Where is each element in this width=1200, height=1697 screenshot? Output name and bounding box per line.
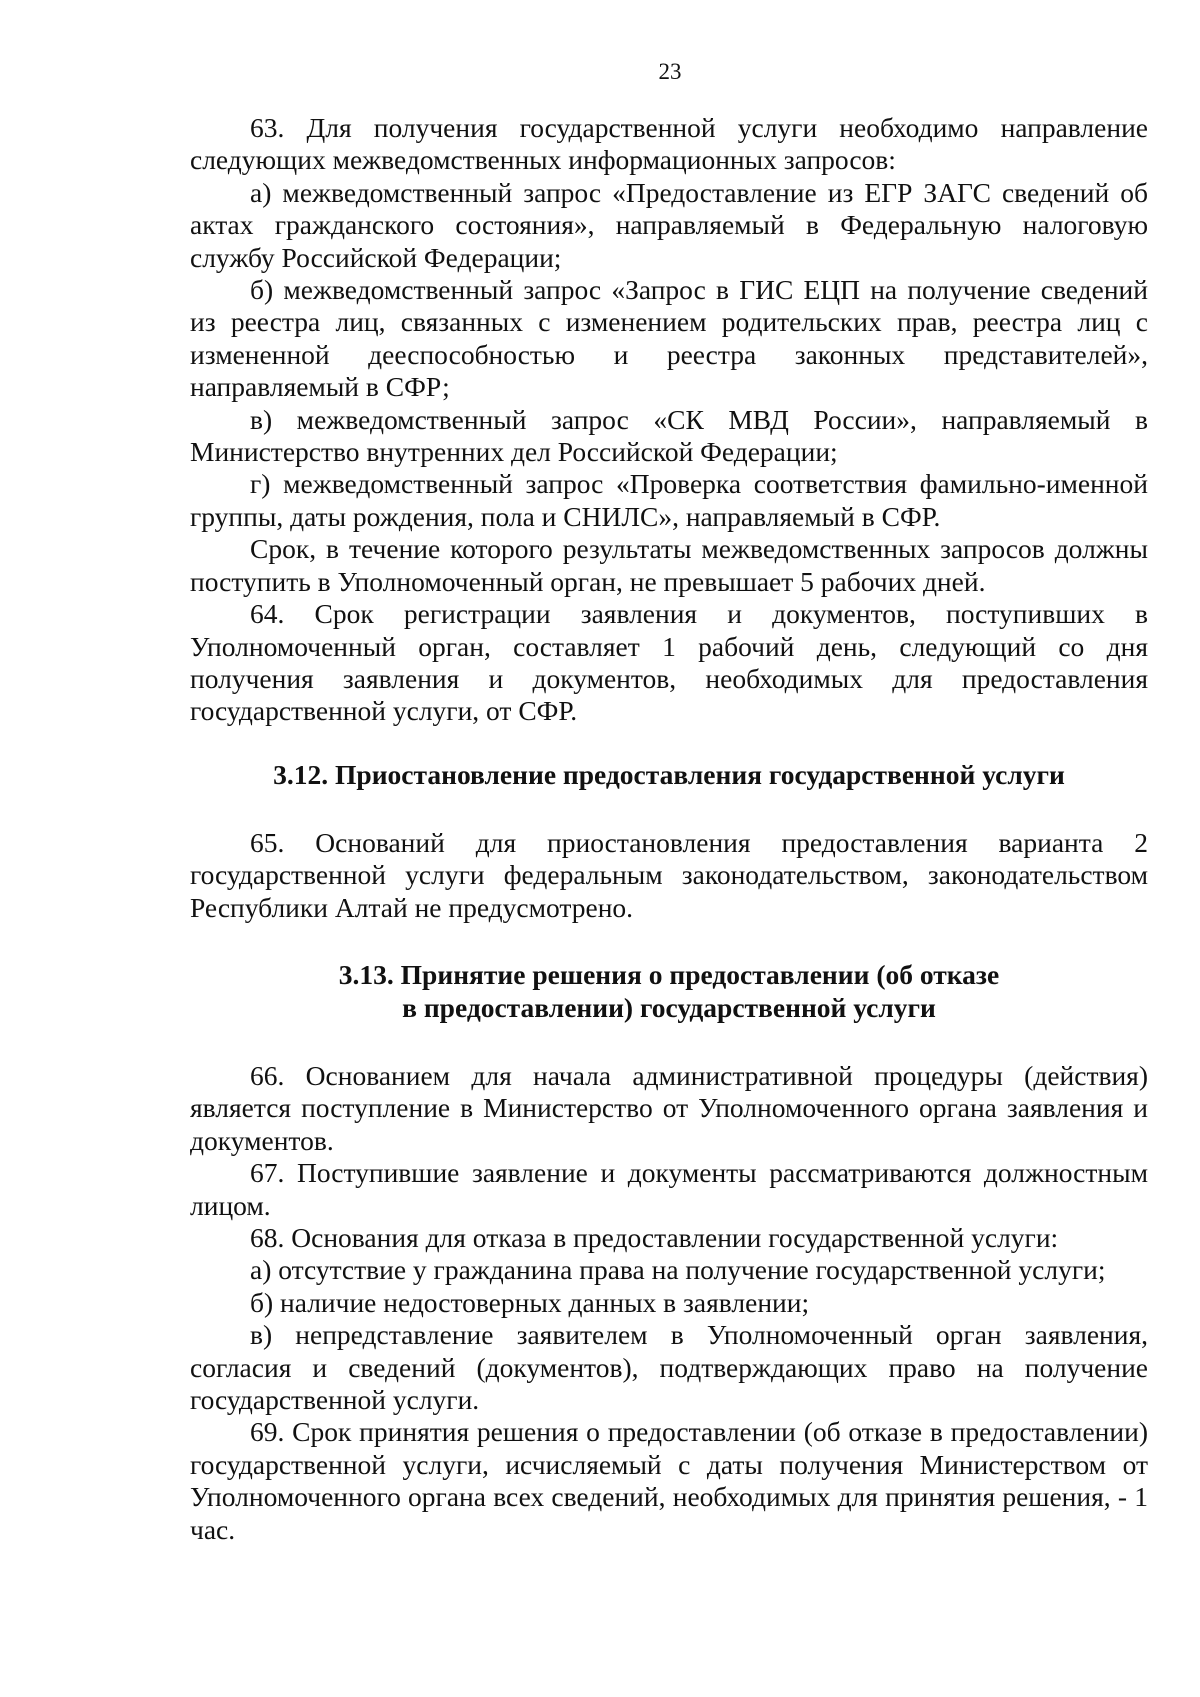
paragraph-68: 68. Основания для отказа в предоставлении государственной услуги: bbox=[250, 1221, 1059, 1253]
paragraph-63-term: Срок, в течение которого результаты межведомственных запросов должны поступить в Уполномоченный орган, не превышает 5 рабочих дней. bbox=[190, 533, 1148, 597]
spacer bbox=[190, 1024, 1148, 1060]
paragraph-63: 63. Для получения государственной услуги необходимо направление следующих межведомственных информационных запросов: bbox=[190, 112, 1148, 176]
paragraph-68-b: б) наличие недостоверных данных в заявлении; bbox=[250, 1286, 810, 1318]
page-number: 23 bbox=[658, 59, 682, 84]
paragraph-67: 67. Поступившие заявление и документы рассматриваются должностным лицом. bbox=[190, 1157, 1148, 1221]
paragraph-64: 64. Срок регистрации заявления и документов, поступивших в Уполномоченный орган, составляет 1 рабочий день, следующий со дня получения заявления и документов, необходимых для предоставления государственной услуги, от СФР. bbox=[190, 598, 1148, 727]
paragraph-65: 65. Оснований для приостановления предоставления варианта 2 государственной услуги федеральным законодательством, законодательством Республики Алтай не предусмотрено. bbox=[190, 826, 1148, 923]
spacer bbox=[190, 728, 1148, 758]
section-heading-3-13-line-2: в предоставлении) государственной услуги bbox=[402, 991, 936, 1023]
paragraph-63-g: г) межведомственный запрос «Проверка соответствия фамильно-именной группы, даты рождения, пола и СНИЛС», направляемый в СФР. bbox=[190, 468, 1148, 532]
section-heading-3-13-line-1: 3.13. Принятие решения о предоставлении (об отказе bbox=[338, 958, 1000, 990]
paragraph-63-a: а) межведомственный запрос «Предоставление из ЕГР ЗАГС сведений об актах гражданского состояния», направляемый в Федеральную налоговую службу Российской Федерации; bbox=[190, 176, 1148, 273]
section-heading-3-13 bbox=[190, 958, 1148, 1024]
paragraph-63-b: б) межведомственный запрос «Запрос в ГИС ЕЦП на получение сведений из реестра лиц, связанных с изменением родительских прав, реестра лиц с измененной дееспособностью и реестра законных представителей», направляемый в СФР; bbox=[190, 274, 1148, 403]
spacer bbox=[190, 791, 1148, 827]
section-heading-3-12: 3.12. Приостановление предоставления государственной услуги bbox=[273, 758, 1065, 790]
paragraph-69: 69. Срок принятия решения о предоставлении (об отказе в предоставлении) государственной услуги, исчисляемый с даты получения Министерством от Уполномоченного органа всех сведений, необходимых для принятия решения, - 1 час. bbox=[190, 1416, 1148, 1545]
document-body bbox=[190, 112, 1148, 1546]
paragraph-66: 66. Основанием для начала административной процедуры (действия) является поступление в Министерство от Уполномоченного органа заявления и документов. bbox=[190, 1059, 1148, 1156]
spacer bbox=[190, 924, 1148, 958]
paragraph-68-a: а) отсутствие у гражданина права на получение государственной услуги; bbox=[250, 1254, 1106, 1286]
paragraph-63-v: в) межведомственный запрос «СК МВД России», направляемый в Министерство внутренних дел Российской Федерации; bbox=[190, 403, 1148, 468]
paragraph-68-v: в) непредставление заявителем в Уполномоченный орган заявления, согласия и сведений (документов), подтверждающих право на получение государственной услуги. bbox=[190, 1319, 1148, 1415]
